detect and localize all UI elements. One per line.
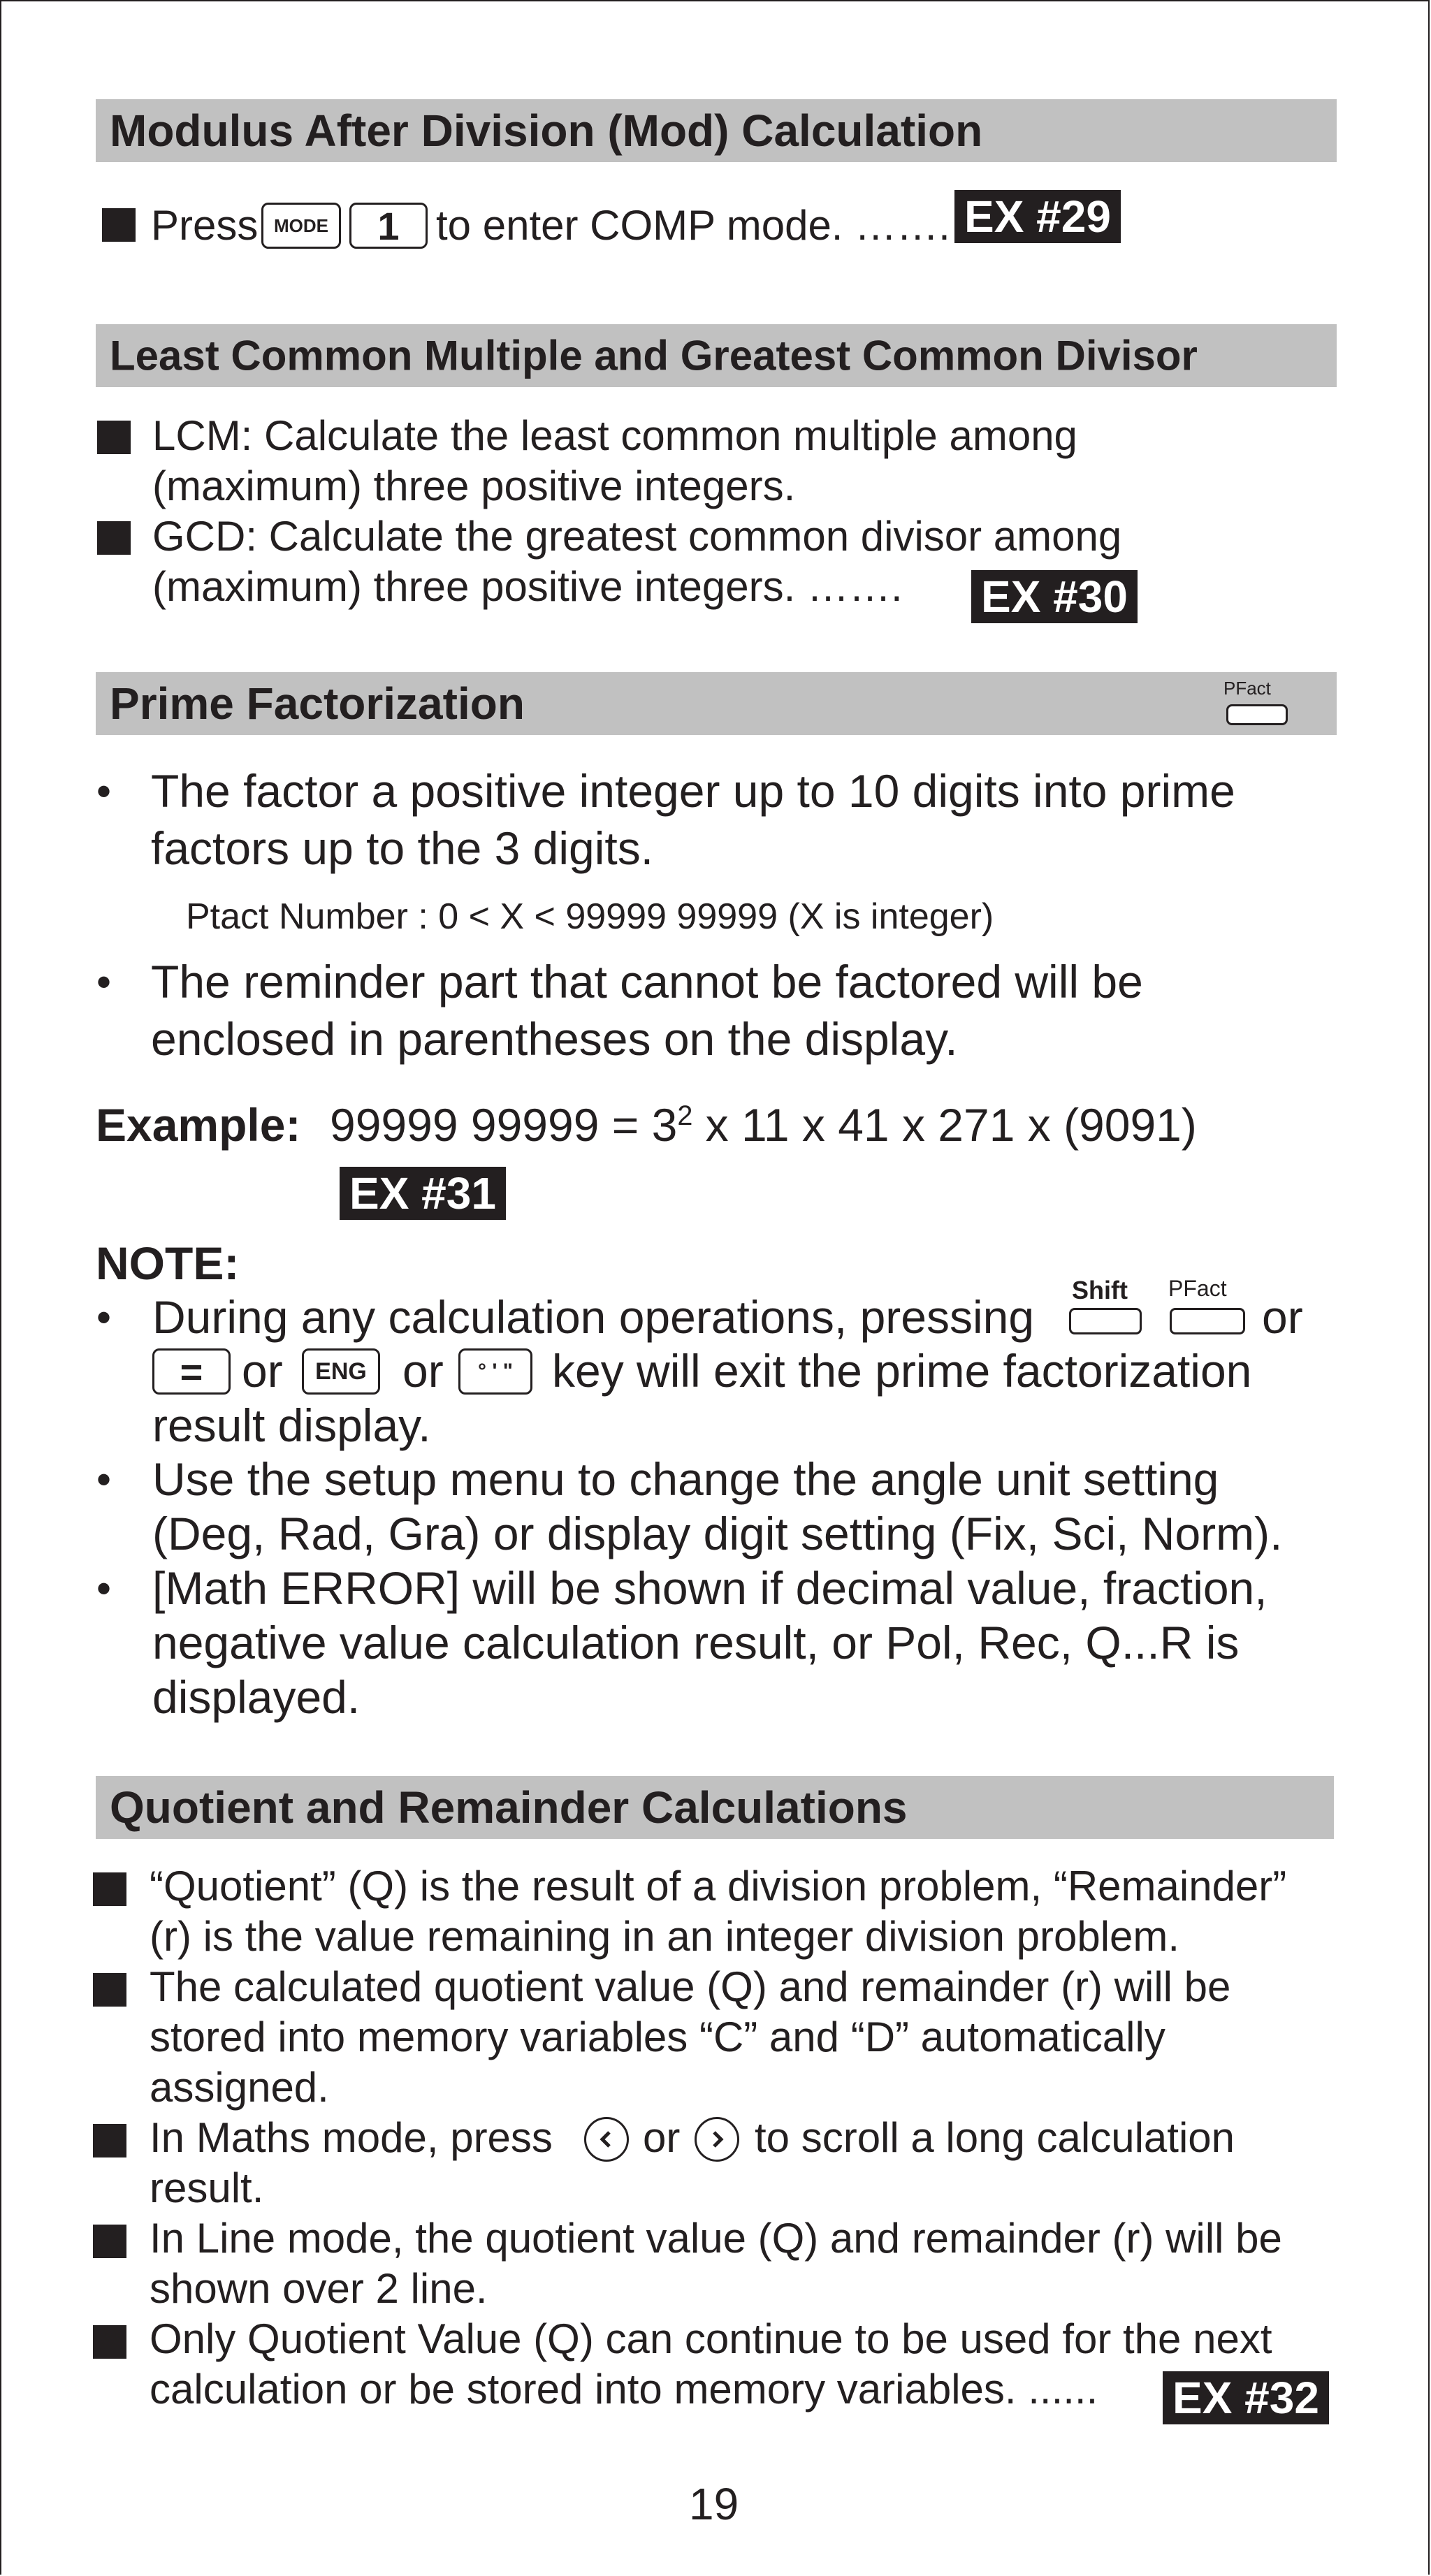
- bullet-dot: •: [96, 768, 112, 815]
- section-header-quotient: [96, 1776, 1334, 1839]
- dms-key: ° ' ": [458, 1348, 532, 1395]
- pfact-key: [1226, 704, 1288, 725]
- prime-bullet1-line1: The factor a positive integer up to 10 digits into prime: [151, 765, 1235, 817]
- qr-item2-line2: stored into memory variables “C” and “D” automatically: [150, 2014, 1165, 2060]
- note1-line1: During any calculation operations, pressing: [152, 1291, 1035, 1343]
- qr-item4-line2: shown over 2 line.: [150, 2265, 488, 2312]
- note3-line3: displayed.: [152, 1671, 361, 1723]
- pfact-key-2: [1170, 1308, 1245, 1334]
- note1-line2: key will exit the prime factorization: [552, 1345, 1252, 1397]
- pfact-key-label: PFact: [1223, 678, 1271, 699]
- prime-bullet2-line1: The reminder part that cannot be factored will be: [151, 956, 1143, 1007]
- bullet-square: [97, 521, 131, 555]
- gcd-line2: (maximum) three positive integers. …….: [152, 563, 903, 610]
- section-header-mod: [96, 99, 1337, 162]
- note3-line2: negative value calculation result, or Pol, Rec, Q...R is: [152, 1617, 1240, 1668]
- example-tag-29: EX #29: [954, 190, 1121, 243]
- lcm-line2: (maximum) three positive integers.: [152, 463, 796, 509]
- section-header-lcm-gcd: [96, 324, 1337, 387]
- shift-key-label: Shift: [1072, 1276, 1128, 1304]
- example-tag-30: EX #30: [971, 570, 1138, 623]
- example-post: x 11 x 41 x 271 x (9091): [692, 1099, 1197, 1151]
- qr-item3-line2: result.: [150, 2164, 264, 2211]
- one-key: 1: [349, 203, 428, 249]
- example-tag-32: EX #32: [1163, 2371, 1329, 2424]
- prime-bullet1-line2: factors up to the 3 digits.: [151, 822, 654, 874]
- gcd-line1: GCD: Calculate the greatest common divisor among: [152, 513, 1122, 560]
- qr-item5-line2: calculation or be stored into memory variables. ......: [150, 2366, 1098, 2413]
- comp-mode-text: to enter COMP mode. …….: [436, 202, 950, 249]
- lcm-line1: LCM: Calculate the least common multiple among: [152, 412, 1077, 459]
- section-title-prime: Prime Factorization: [110, 678, 525, 729]
- bullet-square: [93, 1872, 126, 1906]
- bullet-square: [93, 2124, 126, 2157]
- note1-or1: or: [1262, 1291, 1303, 1343]
- qr-item3-or: or: [643, 2114, 681, 2161]
- example-exponent: 2: [677, 1100, 693, 1131]
- note-label: NOTE:: [96, 1237, 240, 1289]
- note2-line2: (Deg, Rad, Gra) or display digit setting (Fix, Sci, Norm).: [152, 1508, 1283, 1559]
- bullet-square: [93, 2225, 126, 2258]
- bullet-square: [97, 421, 131, 454]
- qr-item3-post: to scroll a long calculation: [755, 2114, 1235, 2161]
- bullet-dot: •: [96, 1565, 112, 1612]
- bullet-dot: •: [96, 1294, 112, 1341]
- bullet-square: [93, 2325, 126, 2359]
- mode-key: MODE: [261, 203, 341, 249]
- example-tag-31: EX #31: [340, 1167, 506, 1220]
- section-title-quotient: Quotient and Remainder Calculations: [110, 1782, 908, 1833]
- example-label: Example:: [96, 1099, 301, 1151]
- equals-key: =: [152, 1348, 231, 1395]
- prime-range: Ptact Number : 0 < X < 99999 99999 (X is integer): [186, 896, 994, 937]
- qr-item2-line3: assigned.: [150, 2064, 329, 2111]
- section-title-lcm-gcd: Least Common Multiple and Greatest Common Divisor: [110, 332, 1198, 379]
- qr-item4-line1: In Line mode, the quotient value (Q) and remainder (r) will be: [150, 2215, 1282, 2262]
- example-equation: [330, 1097, 1197, 1153]
- note1-or3: or: [402, 1345, 444, 1397]
- note1-line3: result display.: [152, 1399, 431, 1451]
- eng-key: ENG: [302, 1348, 380, 1395]
- qr-item1-line2: (r) is the value remaining in an integer division problem.: [150, 1913, 1180, 1960]
- bullet-square: [93, 1973, 126, 2007]
- section-title-mod: Modulus After Division (Mod) Calculation: [110, 105, 983, 156]
- left-arrow-key-icon: [584, 2117, 629, 2162]
- pfact-key-label-2: PFact: [1168, 1276, 1227, 1301]
- note3-line1: [Math ERROR] will be shown if decimal value, fraction,: [152, 1562, 1267, 1614]
- note1-or2: or: [242, 1345, 283, 1397]
- page-number: 19: [689, 2479, 739, 2529]
- example-pre: 99999 99999 = 3: [330, 1099, 678, 1151]
- bullet-dot: •: [96, 959, 112, 1005]
- press-text: Press: [151, 202, 259, 249]
- qr-item2-line1: The calculated quotient value (Q) and remainder (r) will be: [150, 1963, 1231, 2010]
- bullet-dot: •: [96, 1456, 112, 1503]
- section-header-prime: [96, 672, 1337, 735]
- bullet-square: [102, 208, 136, 242]
- right-arrow-key-icon: [695, 2117, 739, 2162]
- qr-item5-line1: Only Quotient Value (Q) can continue to be used for the next: [150, 2315, 1272, 2362]
- shift-key: [1069, 1308, 1142, 1334]
- prime-bullet2-line2: enclosed in parentheses on the display.: [151, 1013, 958, 1065]
- qr-item3-pre: In Maths mode, press: [150, 2114, 553, 2161]
- note2-line1: Use the setup menu to change the angle unit setting: [152, 1453, 1219, 1505]
- qr-item1-line1: “Quotient” (Q) is the result of a division problem, “Remainder”: [150, 1863, 1287, 1909]
